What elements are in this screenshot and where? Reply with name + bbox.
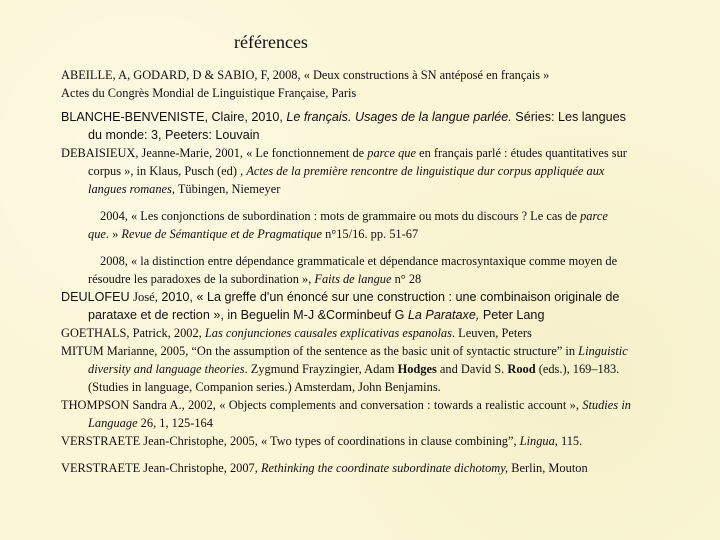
reference-blanche-benveniste: BLANCHE-BENVENISTE, Claire, 2010, Le français. Usages de la langue parlée. Séries: Les langues du monde: 3, Peeters: Louvain bbox=[61, 110, 626, 142]
reference-debaisieux-2008: 2008, « la distinction entre dépendance grammaticale et dépendance macrosyntaxique comme moyen de résoudre les paradoxes de la subordination », Faits de langue n° 28 bbox=[88, 254, 618, 286]
reference-mitum: MITUM Marianne, 2005, “On the assumption of the sentence as the basic unit of syntactic structure” in Linguistic diversity and language theories. Zygmund Frayzingier, Adam Hodges and David S. Rood (eds.), 169–183.(Studies in language, Companion series.) Amsterdam, John Benjamins. bbox=[61, 344, 628, 394]
page-title: références bbox=[234, 32, 308, 52]
reference-abeille: ABEILLE, A, GODARD, D & SABIO, F, 2008, « Deux constructions à SN antéposé en français » bbox=[61, 68, 550, 82]
reference-debaisieux-2001: DEBAISIEUX, Jeanne-Marie, 2001, « Le fonctionnement de parce que en français parlé : études quantitatives sur corpus », in Klaus, Pusch (ed) , Actes de la première rencontre de linguistique dur corpus appliquée aux langues romanes, Tübingen, Niemeyer bbox=[61, 146, 627, 196]
reference-debaisieux-2004: 2004, « Les conjonctions de subordination : mots de grammaire ou mots du discours ? Le cas de parce que. » Revue de Sémantique et de Pragmatique n°15/16. pp. 51-67 bbox=[88, 209, 608, 241]
reference-thompson: THOMPSON Sandra A., 2002, « Objects complements and conversation : towards a realistic account », Studies in Language 26, 1, 125-164 bbox=[61, 398, 632, 430]
reference-deulofeu: DEULOFEU José, 2010, « La greffe d'un énoncé sur une construction : une combinaison originale de parataxe et de rection », in Beguelin M-J &Corminbeuf G La Parataxe, Peter Lang bbox=[61, 290, 620, 322]
reference-verstraete-2007: VERSTRAETE Jean-Christophe, 2007, Rethinking the coordinate subordinate dichotomy, Berlin, Mouton bbox=[61, 461, 588, 475]
reference-goethals: GOETHALS, Patrick, 2002, Las conjunciones causales explicativas espanolas. Leuven, Peters bbox=[61, 326, 532, 340]
reference-verstraete-2005: VERSTRAETE Jean-Christophe, 2005, « Two types of coordinations in clause combining”, Lingua, 115. bbox=[61, 434, 583, 448]
reference-abeille-line2: Actes du Congrès Mondial de Linguistique Française, Paris bbox=[61, 86, 357, 100]
reference-list bbox=[61, 66, 631, 477]
